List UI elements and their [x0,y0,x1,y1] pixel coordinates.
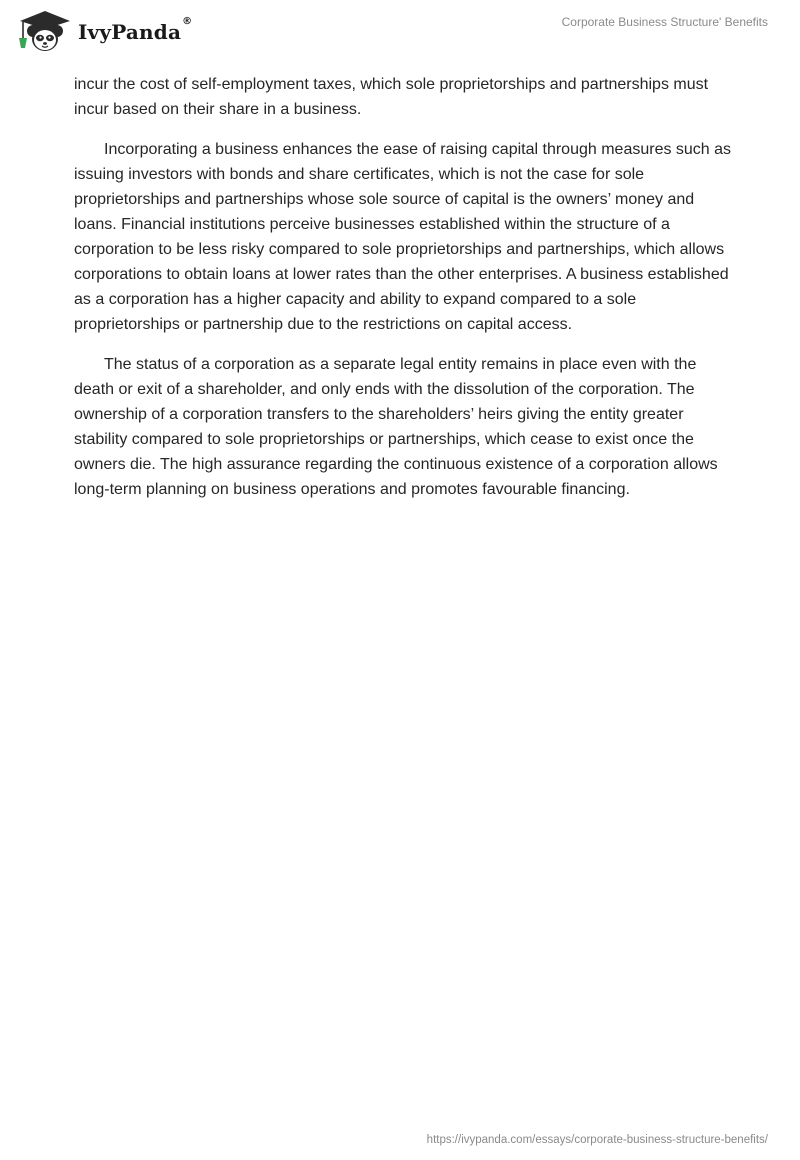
document-title: Corporate Business Structure' Benefits [561,15,768,29]
panda-graduate-logo-icon [16,8,74,54]
paragraph-2: Incorporating a business enhances the ease of raising capital through measures such as issuing investors with bonds and share certificates, which is not the case for sole proprietorships and partnerships whose sole source of capital is the owners’ money and loans. Financial institutions perceive businesses established within the structure of a corporation to be less risky compared to sole proprietorships and partnerships, which allows corporations to obtain loans at lower rates than the other enterprises. A business established as a corporation has a higher capacity and ability to expand compared to a sole proprietorships or partnership due to the restrictions on capital access. [74,141,732,333]
page-header [0,0,800,64]
paragraph-1: incur the cost of self-employment taxes, which sole proprietorships and partnerships must incur based on their share in a business. [74,76,709,118]
brand-logo[interactable] [16,8,192,54]
paragraph-3: The status of a corporation as a separate legal entity remains in place even with the death or exit of a shareholder, and only ends with the dissolution of the corporation. The ownership of a corporation transfers to the shareholders’ heirs giving the entity greater stability compared to sole proprietorships or partnerships, which cease to exist once the owners die. The high assurance regarding the continuous existence of a corporation allows long-term planning on business operations and promotes favourable financing. [74,356,718,498]
brand-name: IvyPanda® [78,16,193,44]
registered-mark: ® [182,16,193,27]
source-url-link[interactable]: https://ivypanda.com/essays/corporate-business-structure-benefits/ [426,1134,768,1146]
essay-body [74,72,734,517]
